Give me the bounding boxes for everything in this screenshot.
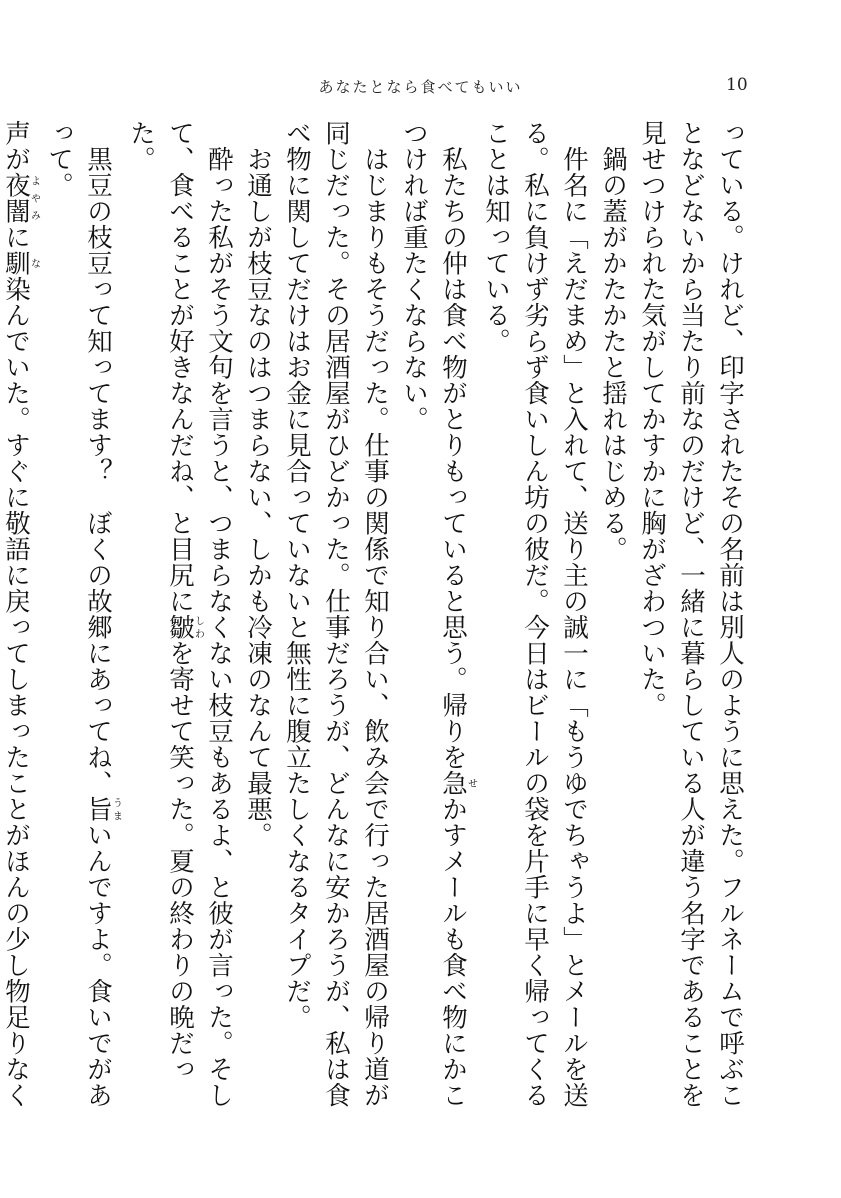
- paragraph-7-part-a: 酔った私がそう文句を言うと、つまらなくない枝豆もあるよ、と彼が言った。そして、食べることが好きなんだね、と目尻に: [165, 120, 234, 1108]
- paragraph-4-part-a: 私たちの仲は食べ物がとりもっていると思う。帰りを: [438, 145, 468, 770]
- ruby-na-reading: な: [28, 250, 40, 276]
- ruby-se-base: 急: [438, 769, 468, 796]
- body-text: [1, 120, 749, 1130]
- ruby-shiwa-base: 皺: [165, 614, 195, 640]
- paragraph-9-part-b: に: [1, 224, 31, 250]
- ruby-se-reading: せ: [465, 769, 477, 796]
- ruby-shiwa: [165, 614, 204, 640]
- ruby-uma-reading: うま: [110, 795, 122, 822]
- paragraph-3: 件名に「えだまめ」と入れて、送り主の誠一に「もうゆでちゃうよ」とメールを送る。私に負けず劣らず食いしん坊の彼だ。今日はビールの袋を片手に早く帰ってくることは知っている。: [481, 120, 589, 1108]
- paragraph-9-part-a: 声が: [1, 120, 31, 172]
- ruby-yoyami-reading: よやみ: [28, 172, 40, 224]
- ruby-na: [1, 250, 40, 276]
- ruby-se: [438, 769, 477, 796]
- ruby-uma-base: 旨: [83, 795, 113, 822]
- paragraph-4-part-b: かすメールも食べ物にかこつければ重たくならない。: [399, 120, 468, 1108]
- paragraph-8-part-b: いんですよ。食いでがあって。: [44, 120, 113, 1108]
- ruby-uma: [83, 795, 122, 822]
- running-title: あなたとなら食べてもいい: [318, 78, 523, 96]
- paragraph-4: [394, 120, 476, 1130]
- ruby-yoyami-base: 夜闇: [1, 172, 31, 224]
- paragraph-8-part-a: 黒豆の枝豆って知ってます？ ぼくの故郷にあってね、: [83, 145, 113, 796]
- page-number: 10: [726, 75, 748, 95]
- paragraph-5: はじまりもそうだった。仕事の関係で知り合い、飲み会で行った居酒屋の帰り道が同じだった。その居酒屋がひどかった。仕事だろうが、どんなに安かろうが、私は食べ物に関してだけはお金に見合っていないと無性に腹立たしくなるタイプだ。: [282, 120, 390, 1108]
- paragraph-1: っている。けれど、印字されたその名前は別人のように思えた。フルネームで呼ぶことなどないから当たり前なのだけど、一緒に暮らしている人が違う名字であることを見せつけられた気がしてかすかに胸がざわついた。: [637, 120, 745, 1108]
- paragraph-2: 鍋の蓋がかたかたと揺れはじめる。: [598, 145, 628, 562]
- ruby-yoyami: [1, 172, 40, 224]
- ruby-shiwa-reading: しわ: [192, 614, 204, 640]
- paragraph-9-part-c: 染んでいた。すぐに敬語に戻ってしまったことがほんの少し物足りなく: [1, 276, 31, 1108]
- paragraph-8: [39, 120, 121, 1130]
- ruby-na-base: 馴: [1, 250, 31, 276]
- paragraph-9: [0, 120, 39, 1130]
- paragraph-7-part-b: を寄せて笑った。夏の終わりの晩だった。: [126, 120, 195, 1082]
- paragraph-6: お通しが枝豆なのはつまらない、しかも冷凍のなんて最悪。: [243, 145, 273, 848]
- paragraph-7: [121, 120, 238, 1130]
